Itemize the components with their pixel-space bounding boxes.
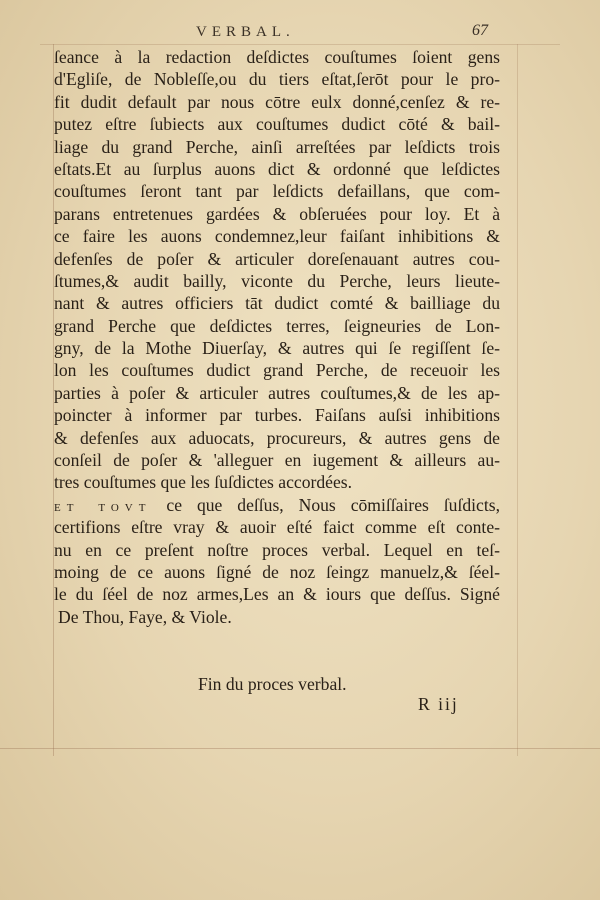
paragraph-1 — [54, 46, 500, 494]
signatories: De Thou, Faye, & Viole. — [58, 606, 232, 627]
text-line: putez eſtre ſubiects aux couſtumes dudict cōté & bail- — [54, 114, 500, 135]
text-line: nu en ce preſent noſtre proces verbal. Lequel en teſ- — [54, 539, 500, 560]
paragraph-2-first-line — [54, 494, 500, 516]
text-line: ſtumes,& audit bailly, viconte du Perche, leurs lieute- — [54, 270, 500, 291]
closing-line: Fin du proces verbal. — [198, 674, 347, 694]
paragraph-2-first-rest: ce que deſſus, Nous cōmiſſaires ſuſdicts, — [166, 494, 500, 515]
text-line: gny, de la Mothe Diuerſay, & autres qui ſe regiſſent ſe- — [54, 338, 500, 359]
paragraph-2-lead: ET TOVT — [54, 501, 152, 514]
text-line: lon les couſtumes dudict grand Perche, de receuoir les — [54, 360, 500, 381]
text-line: & defenſes aux aduocats, procureurs, & autres gens de — [54, 427, 500, 448]
text-line: poincter à informer par turbes. Faiſans auſsi inhibitions — [54, 405, 500, 426]
ruled-line-bottom — [0, 748, 600, 749]
text-line: nant & autres officiers tāt dudict comté & bailliage du — [54, 293, 500, 314]
ruled-line-right — [517, 44, 518, 756]
main-text — [54, 46, 500, 628]
text-line: d'Egliſe, de Nobleſſe,ou du tiers eſtat,ſerōt pour le pro- — [54, 69, 500, 90]
text-line: parans entretenues gardées & obſeruées pour loy. Et à — [54, 203, 500, 224]
text-line: moing de ce auons ſigné de noz ſeingz manuelz,& ſéel- — [54, 561, 500, 582]
paragraph-2 — [54, 516, 500, 606]
text-line: eſtats.Et au ſurplus auons dict & ordonné que leſdictes — [54, 158, 500, 179]
text-line: le du ſéel de noz armes,Les an & iours que deſſus. Signé — [54, 584, 500, 605]
text-line: couſtumes ſeront tant par leſdicts defaillans, que com- — [54, 181, 500, 202]
page-header — [0, 20, 600, 44]
running-head: VERBAL. — [196, 24, 295, 40]
page-number: 67 — [472, 22, 488, 39]
text-line: liage du grand Perche, ainſi arreſtées par leſdicts trois — [54, 136, 500, 157]
text-line: ſeance à la redaction deſdictes couſtumes ſoient gens — [54, 47, 500, 67]
ruled-line-top — [40, 44, 560, 45]
text-line: certifions eſtre vray & auoir eſté faict comme eſt conte- — [54, 517, 500, 538]
text-line: ce faire les auons condemnez,leur faiſant inhibitions & — [54, 226, 500, 247]
text-line: grand Perche que deſdictes terres, ſeigneuries de Lon- — [54, 315, 500, 336]
text-line: parties à poſer & articuler autres couſtumes,& de les ap- — [54, 382, 500, 403]
text-line: fit dudit default par nous cōtre eulx donné,cenſez & re- — [54, 91, 500, 112]
text-line: defenſes de poſer & articuler doreſenauant autres cou- — [54, 248, 500, 269]
text-line: conſeil de poſer & 'alleguer en iugement & ailleurs au- — [54, 450, 500, 471]
signature-mark: R iij — [418, 694, 459, 714]
text-line: tres couſtumes que les ſuſdictes accordées. — [54, 472, 353, 493]
